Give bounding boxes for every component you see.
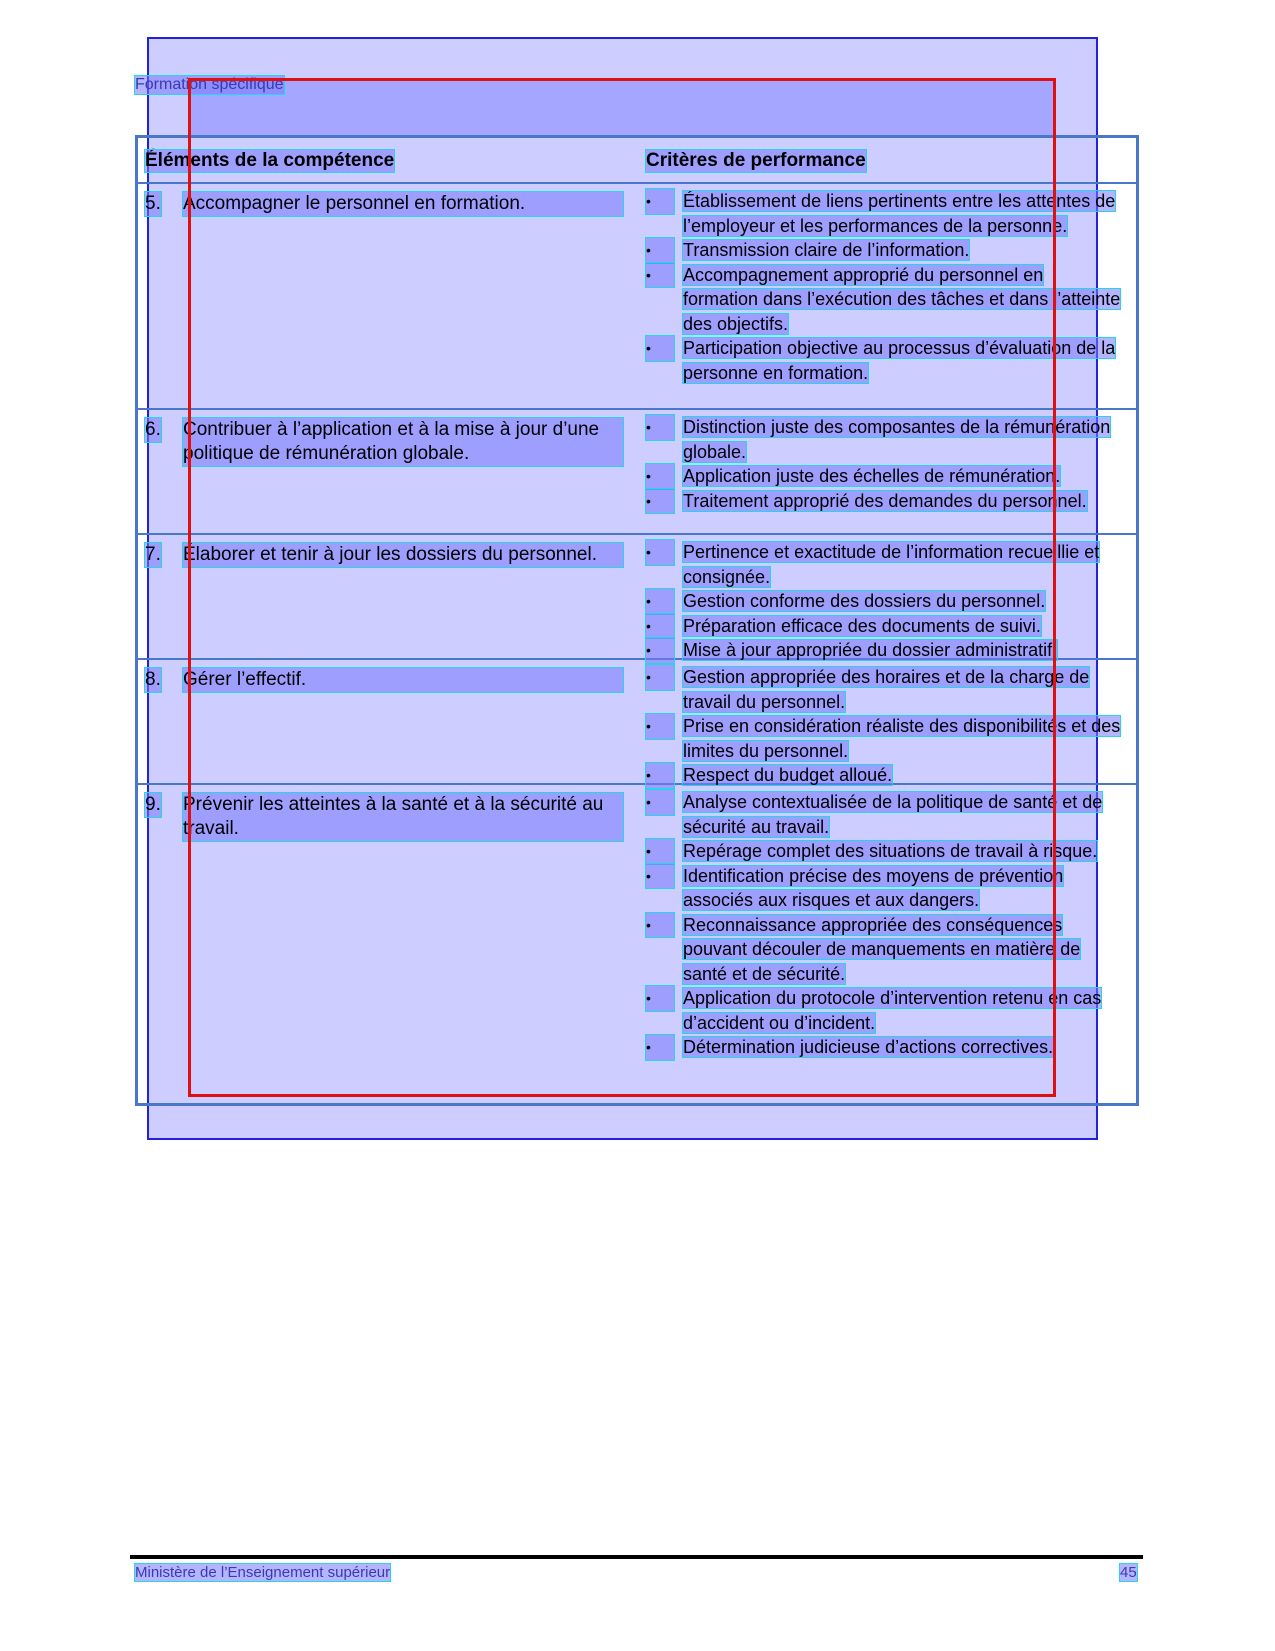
criteria-list (646, 189, 1121, 385)
criteria-text: Respect du budget alloué. (683, 765, 893, 785)
bullet-icon: • (646, 839, 674, 864)
criteria-item (646, 415, 1121, 464)
criteria-item (646, 589, 1121, 614)
element-text: Accompagner le personnel en formation. (183, 192, 623, 216)
table-row (138, 660, 1136, 785)
bullet-icon: • (646, 540, 674, 565)
criteria-text: Distinction juste des composantes de la rémunération globale. (683, 417, 1111, 462)
criteria-item (646, 638, 1121, 663)
criteria-item (646, 336, 1121, 385)
competence-table (135, 135, 1139, 1106)
element-text: Contribuer à l’application et à la mise à jour d’une politique de rémunération globale. (183, 418, 623, 466)
table-body (138, 184, 1136, 1087)
footer-rule (130, 1555, 1143, 1559)
criteria-item (646, 489, 1121, 514)
criteria-item (646, 1035, 1121, 1060)
criteria-text: Gestion conforme des dossiers du personnel. (683, 591, 1046, 611)
criteria-item (646, 714, 1121, 763)
criteria-text: Gestion appropriée des horaires et de la charge de travail du personnel. (683, 667, 1090, 712)
bullet-icon: • (646, 614, 674, 639)
header-elements: Éléments de la compétence (145, 150, 395, 171)
element-number: 6. (145, 419, 161, 440)
criteria-item (646, 839, 1121, 864)
table-header (138, 138, 1136, 184)
element-number: 5. (145, 193, 161, 214)
bullet-icon: • (646, 589, 674, 614)
criteria-text: Identification précise des moyens de prévention associés aux risques et aux dangers. (683, 865, 1064, 910)
annotation-overlay-band (188, 78, 1056, 135)
criteria-item (646, 665, 1121, 714)
bullet-icon: • (646, 415, 674, 440)
criteria-text: Prise en considération réaliste des disponibilités et des limites du personnel. (683, 716, 1121, 761)
bullet-icon: • (646, 986, 674, 1011)
section-title: Formation spécifique (135, 76, 284, 93)
bullet-icon: • (646, 864, 674, 889)
element-text: Gérer l’effectif. (183, 668, 623, 692)
criteria-text: Détermination judicieuse d’actions correctives. (683, 1037, 1054, 1057)
criteria-text: Application juste des échelles de rémunération. (683, 466, 1061, 486)
criteria-item (646, 614, 1121, 639)
criteria-list (646, 540, 1121, 663)
bullet-icon: • (646, 263, 674, 288)
criteria-item (646, 263, 1121, 337)
element-number: 7. (145, 544, 161, 565)
bullet-icon: • (646, 638, 674, 663)
table-row (138, 785, 1136, 1087)
criteria-text: Application du protocole d’intervention retenu en cas d’accident ou d’incident. (683, 988, 1102, 1033)
criteria-item (646, 763, 1121, 788)
bullet-icon: • (646, 763, 674, 788)
criteria-list (646, 790, 1121, 1060)
bullet-icon: • (646, 1035, 674, 1060)
header-criteres: Critères de performance (646, 150, 866, 171)
criteria-text: Pertinence et exactitude de l’information recueillie et consignée. (683, 542, 1100, 587)
bullet-icon: • (646, 714, 674, 739)
criteria-item (646, 864, 1121, 913)
bullet-icon: • (646, 336, 674, 361)
criteria-text: Analyse contextualisée de la politique de santé et de sécurité au travail. (683, 792, 1103, 837)
criteria-item (646, 189, 1121, 238)
criteria-list (646, 665, 1121, 788)
criteria-item (646, 540, 1121, 589)
criteria-text: Mise à jour appropriée du dossier administratif. (683, 640, 1058, 660)
criteria-text: Établissement de liens pertinents entre les attentes de l’employeur et les performances de la personne. (683, 191, 1116, 236)
table-row (138, 410, 1136, 535)
bullet-icon: • (646, 489, 674, 514)
criteria-text: Transmission claire de l’information. (683, 240, 970, 260)
table-row (138, 184, 1136, 410)
table-row (138, 535, 1136, 660)
element-text: Élaborer et tenir à jour les dossiers du personnel. (183, 543, 623, 567)
criteria-item (646, 913, 1121, 987)
criteria-item (646, 986, 1121, 1035)
bullet-icon: • (646, 665, 674, 690)
criteria-text: Repérage complet des situations de travail à risque. (683, 841, 1098, 861)
criteria-text: Reconnaissance appropriée des conséquences pouvant découler de manquements en matière de santé et de sécurité. (683, 914, 1081, 984)
element-text: Prévenir les atteintes à la santé et à la sécurité au travail. (183, 793, 623, 841)
criteria-text: Traitement approprié des demandes du personnel. (683, 490, 1087, 511)
criteria-item (646, 238, 1121, 263)
criteria-item (646, 790, 1121, 839)
bullet-icon: • (646, 790, 674, 815)
criteria-text: Participation objective au processus d’évaluation de la personne en formation. (683, 338, 1116, 383)
criteria-text: Accompagnement approprié du personnel en formation dans l’exécution des tâches et dans l’atteinte des objectifs. (683, 264, 1121, 334)
bullet-icon: • (646, 464, 674, 489)
bullet-icon: • (646, 913, 674, 938)
page-number: 45 (1120, 1564, 1137, 1581)
element-number: 8. (145, 669, 161, 690)
bullet-icon: • (646, 189, 674, 214)
criteria-text: Préparation efficace des documents de suivi. (683, 615, 1041, 636)
criteria-item (646, 464, 1121, 489)
footer-ministry: Ministère de l’Enseignement supérieur (135, 1564, 391, 1581)
criteria-list (646, 415, 1121, 513)
bullet-icon: • (646, 238, 674, 263)
element-number: 9. (145, 794, 161, 815)
